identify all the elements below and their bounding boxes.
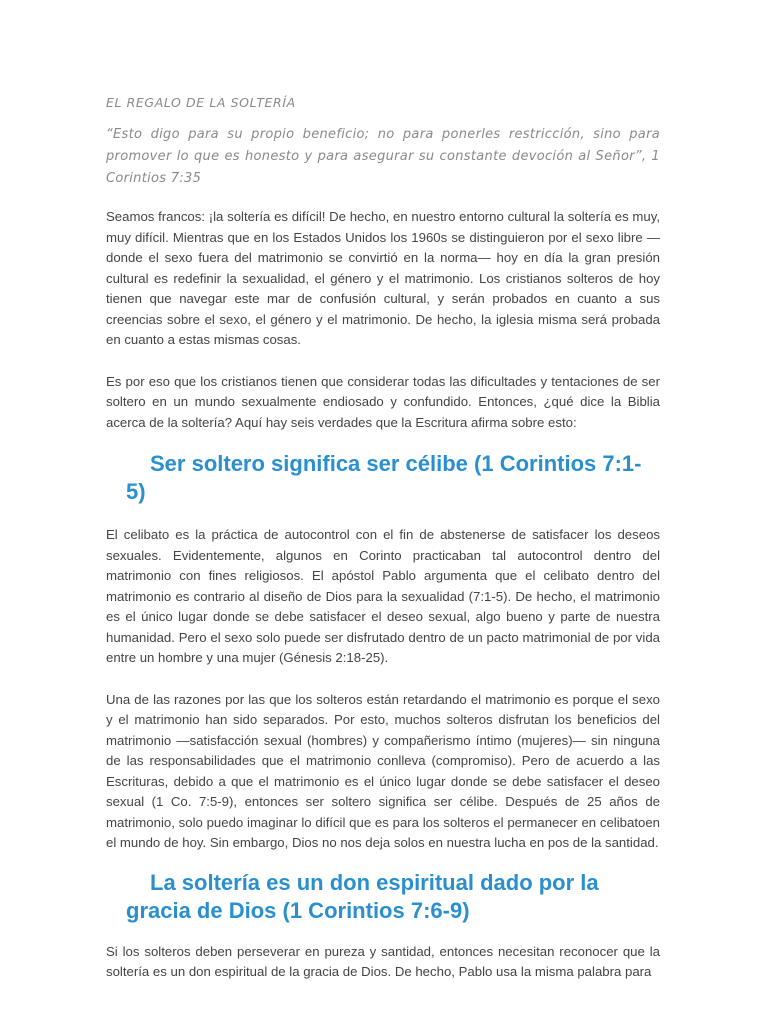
intro-paragraph-2: Es por eso que los cristianos tienen que considerar todas las dificultades y tentaciones de ser soltero en un mundo sexualmente endiosado y confundido. Entonces, ¿qué dice la Biblia acerca de la soltería? Aquí hay seis verdades que la Escritura afirma sobre esto: [106,373,660,430]
document-title: EL REGALO DE LA SOLTERÍA [106,95,296,110]
section-1-heading: Ser soltero significa ser célibe (1 Corintios 7:1-5) [126,451,642,504]
intro-paragraph-1: Seamos francos: ¡la soltería es difícil! De hecho, en nuestro entorno cultural la soltería es muy, muy difícil. Mientras que en los Estados Unidos los 1960s se distinguieron por el sexo libre — donde el sexo fuera del matrimonio se convirtió en la norma— hoy en día la gran presión cultural es redefinir la sexualidad, el género y el matrimonio. Los cristianos solteros de hoy tienen que navegar este mar de confusión cultural, y serán probados en cuanto a sus creencias sobre el sexo, el género y el matrimonio. De hecho, la iglesia misma será probada en cuanto a estas mismas cosas. [106,209,660,347]
section-2-paragraph-1: Si los solteros deben perseverar en pureza y santidad, entonces necesitan reconocer que la soltería es un don espiritual de la gracia de Dios. De hecho, Pablo usa la misma palabra para [106,943,660,979]
section-2-heading: La soltería es un don espiritual dado por la gracia de Dios (1 Corintios 7:6-9) [126,869,599,923]
document-page [106,92,660,983]
section-1-paragraph-1: El celibato es la práctica de autocontrol con el fin de abstenerse de satisfacer los deseos sexuales. Evidentemente, algunos en Corinto practicaban tal autocontrol dentro del matrimonio con fines religiosos. El apóstol Pablo argumenta que el celibato dentro del matrimonio es contrario al diseño de Dios para la sexualidad (7:1-5). De hecho, el matrimonio es el único lugar donde se debe satisfacer el deseo sexual, algo bueno y parte de nuestra humanidad. Pero el sexo solo puede ser disfrutado dentro de un pacto matrimonial de por vida entre un hombre y una mujer (Génesis 2:18-25). [106,527,660,665]
epigraph-quote: “Esto digo para su propio beneficio; no para ponerles restricción, sino para promover lo que es honesto y para asegurar su constante devoción al Señor”, 1 Corintios 7:35 [106,127,660,186]
section-1-paragraph-2: Una de las razones por las que los solteros están retardando el matrimonio es porque el sexo y el matrimonio han sido separados. Por esto, muchos solteros disfrutan los beneficios del matrimonio —satisfacción sexual (hombres) y compañerismo íntimo (mujeres)— sin ninguna de las responsabilidades que el matrimonio conlleva (compromiso). Pero de acuerdo a las Escrituras, debido a que el matrimonio es el único lugar donde se debe satisfacer el deseo sexual (1 Co. 7:5-9), entonces ser soltero significa ser célibe. Después de 25 años de matrimonio, solo puedo imaginar lo difícil que es para los solteros el permanecer en celibatoen el mundo de hoy. Sin embargo, Dios no nos deja solos en nuestra lucha en pos de la santidad. [106,691,660,850]
